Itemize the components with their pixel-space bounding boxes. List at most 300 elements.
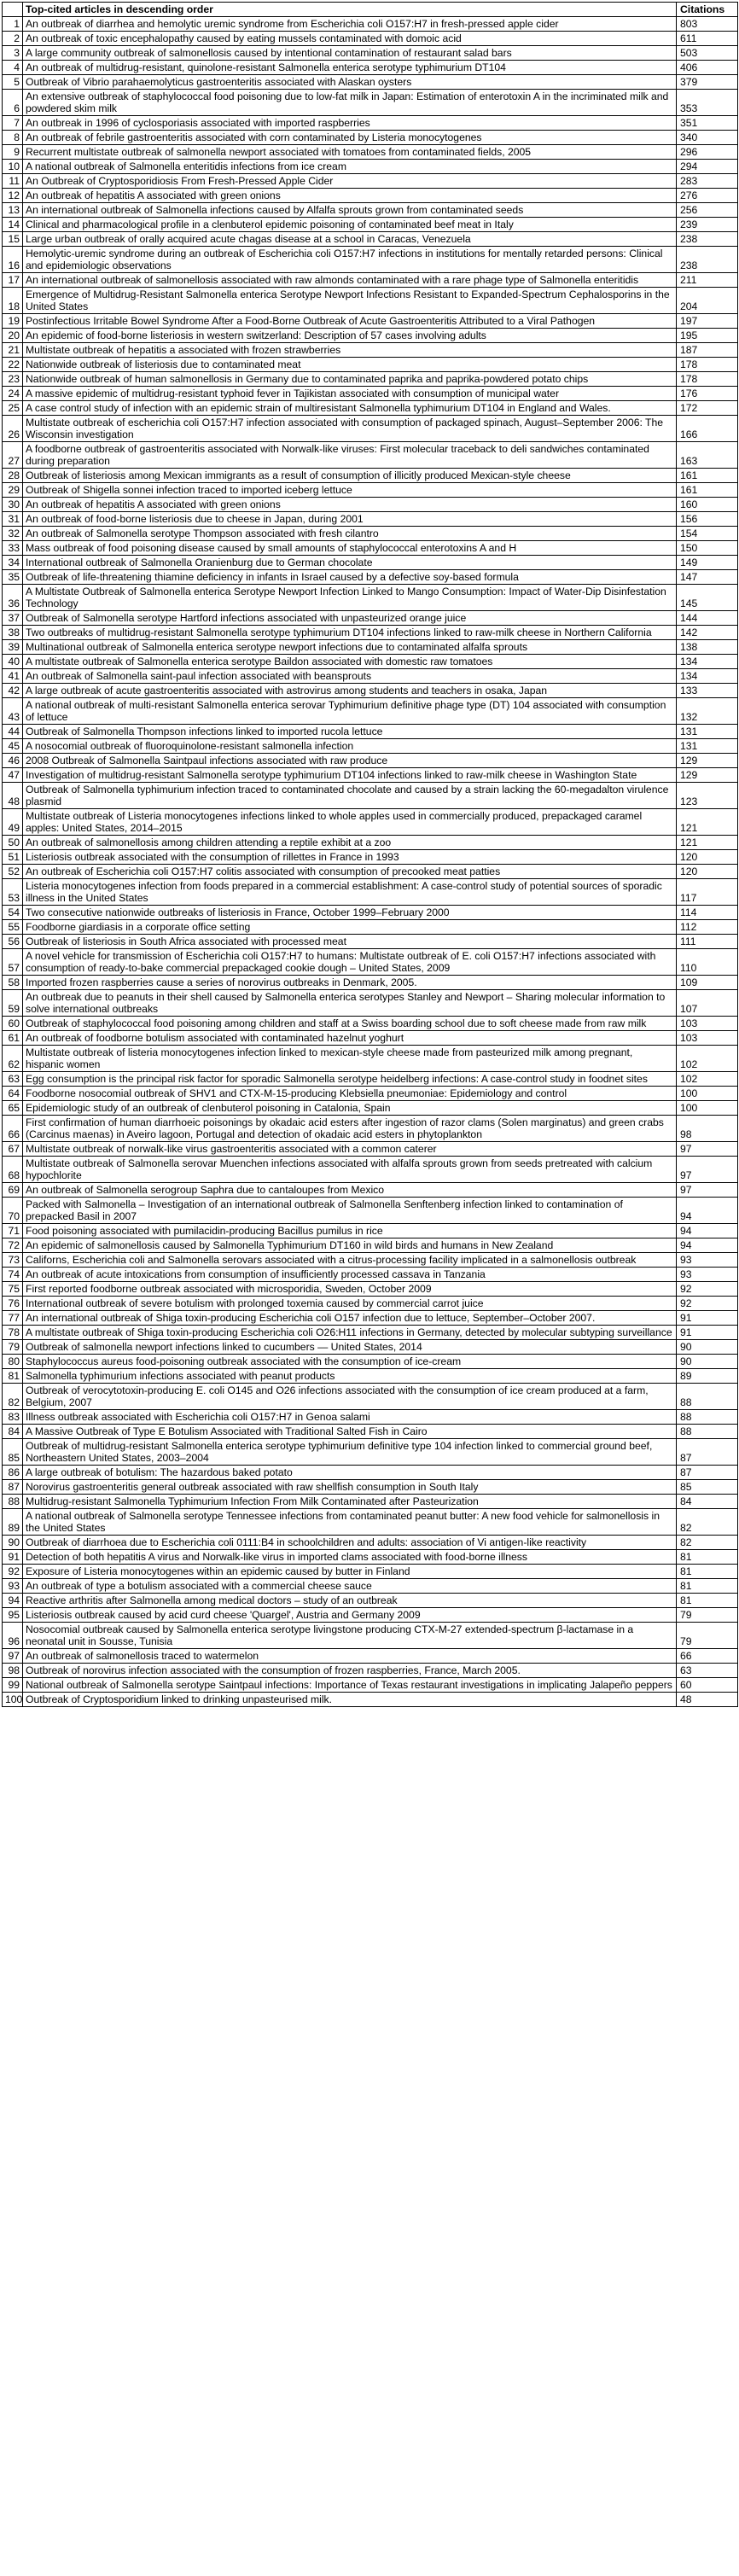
table-row — [3, 1046, 738, 1072]
table-row — [3, 189, 738, 203]
table-row — [3, 1649, 738, 1664]
rank-cell: 99 — [3, 1678, 23, 1693]
rank-cell: 84 — [3, 1425, 23, 1439]
rank-cell: 3 — [3, 46, 23, 61]
table-row — [3, 416, 738, 442]
article-title-cell: Egg consumption is the principal risk factor for sporadic Salmonella serotype heidelberg infections: A case-control study in foodnet sites — [23, 1072, 677, 1087]
article-title-cell: An outbreak due to peanuts in their shell caused by Salmonella enterica serotypes Stanley and Newport – Sharing molecular information to solve international outbreaks — [23, 990, 677, 1017]
table-row — [3, 1072, 738, 1087]
citations-cell: 93 — [677, 1268, 738, 1282]
citations-cell: 503 — [677, 46, 738, 61]
rank-cell: 56 — [3, 935, 23, 949]
table-row — [3, 1608, 738, 1623]
article-title-cell: Outbreak of Cryptosporidium linked to drinking unpasteurised milk. — [23, 1693, 677, 1707]
article-title-cell: A foodborne outbreak of gastroenteritis associated with Norwalk-like viruses: First molecular traceback to deli sandwiches contaminated during preparation — [23, 442, 677, 469]
article-title-cell: Outbreak of staphylococcal food poisoning among children and staff at a Swiss boarding school due to soft cheese made from raw milk — [23, 1017, 677, 1031]
rank-cell: 91 — [3, 1550, 23, 1565]
citations-cell: 89 — [677, 1369, 738, 1384]
citations-cell: 276 — [677, 189, 738, 203]
table-row — [3, 655, 738, 669]
article-title-cell: Multidrug-resistant Salmonella Typhimurium Infection From Milk Contaminated after Pasteurization — [23, 1495, 677, 1509]
article-title-cell: Listeriosis outbreak caused by acid curd cheese 'Quargel', Austria and Germany 2009 — [23, 1608, 677, 1623]
citations-cell: 166 — [677, 416, 738, 442]
rank-cell: 16 — [3, 247, 23, 273]
citations-cell: 100 — [677, 1101, 738, 1116]
table-row — [3, 626, 738, 640]
citations-cell: 145 — [677, 585, 738, 611]
rank-cell: 74 — [3, 1268, 23, 1282]
citations-cell: 134 — [677, 669, 738, 684]
table-row — [3, 1253, 738, 1268]
article-title-cell: Nosocomial outbreak caused by Salmonella enterica serotype livingstone producing CTX-M-27 extended-spectrum β-lactamase in a neonatal unit in Sousse, Tunisia — [23, 1623, 677, 1649]
citations-cell: 112 — [677, 920, 738, 935]
rank-cell: 62 — [3, 1046, 23, 1072]
article-title-cell: Emergence of Multidrug-Resistant Salmonella enterica Serotype Newport Infections Resistant to Expanded-Spectrum Cephalosporins in the United States — [23, 288, 677, 314]
article-title-cell: Outbreak of Vibrio parahaemolyticus gastroenteritis associated with Alaskan oysters — [23, 75, 677, 90]
citations-cell: 103 — [677, 1031, 738, 1046]
table-row — [3, 1678, 738, 1693]
table-row — [3, 1224, 738, 1238]
table-row — [3, 725, 738, 739]
rank-cell: 41 — [3, 669, 23, 684]
article-title-cell: Outbreak of verocytotoxin-producing E. coli O145 and O26 infections associated with the consumption of ice cream produced at a farm, Belgium, 2007 — [23, 1384, 677, 1410]
rank-cell: 60 — [3, 1017, 23, 1031]
citations-cell: 92 — [677, 1282, 738, 1297]
citations-cell: 98 — [677, 1116, 738, 1142]
table-row — [3, 61, 738, 75]
citations-cell: 81 — [677, 1594, 738, 1608]
citations-cell: 63 — [677, 1664, 738, 1678]
table-row — [3, 442, 738, 469]
rank-cell: 66 — [3, 1116, 23, 1142]
article-title-cell: Postinfectious Irritable Bowel Syndrome After a Food-Borne Outbreak of Acute Gastroenteritis Attributed to a Viral Pathogen — [23, 314, 677, 329]
article-title-cell: An outbreak of Escherichia coli O157:H7 colitis associated with consumption of precooked meat patties — [23, 865, 677, 879]
article-title-cell: Multistate outbreak of norwalk-like virus gastroenteritis associated with a common caterer — [23, 1142, 677, 1157]
rank-cell: 51 — [3, 850, 23, 865]
rank-cell: 31 — [3, 512, 23, 527]
table-row — [3, 469, 738, 483]
article-title-cell: An extensive outbreak of staphylococcal food poisoning due to low-fat milk in Japan: Estimation of enterotoxin A in the incriminated milk and powdered skim milk — [23, 90, 677, 116]
article-title-cell: An outbreak of salmonellosis among children attending a reptile exhibit at a zoo — [23, 836, 677, 850]
rank-cell: 8 — [3, 131, 23, 145]
rank-cell: 78 — [3, 1326, 23, 1340]
article-title-cell: Outbreak of multidrug-resistant Salmonella enterica serotype typhimurium definitive type 104 infection linked to commercial ground beef, Northeastern United States, 2003–2004 — [23, 1439, 677, 1466]
table-row — [3, 850, 738, 865]
table-row — [3, 754, 738, 768]
citations-cell: 60 — [677, 1678, 738, 1693]
table-row — [3, 879, 738, 906]
citations-cell: 81 — [677, 1565, 738, 1579]
citations-cell: 351 — [677, 116, 738, 131]
article-title-cell: Outbreak of listeriosis among Mexican immigrants as a result of consumption of illicitly produced Mexican-style cheese — [23, 469, 677, 483]
citations-cell: 88 — [677, 1425, 738, 1439]
table-row — [3, 976, 738, 990]
article-title-cell: An outbreak of toxic encephalopathy caused by eating mussels contaminated with domoic acid — [23, 32, 677, 46]
table-row — [3, 116, 738, 131]
article-title-cell: Food poisoning associated with pumilacidin-producing Bacillus pumilus in rice — [23, 1224, 677, 1238]
table-row — [3, 387, 738, 401]
table-row — [3, 1495, 738, 1509]
citations-cell: 123 — [677, 783, 738, 809]
article-title-cell: Recurrent multistate outbreak of salmonella newport associated with tomatoes from contaminated fields, 2005 — [23, 145, 677, 160]
rank-cell: 48 — [3, 783, 23, 809]
citations-cell: 132 — [677, 698, 738, 725]
rank-cell: 71 — [3, 1224, 23, 1238]
citations-cell: 195 — [677, 329, 738, 343]
citations-cell: 88 — [677, 1410, 738, 1425]
citations-cell: 81 — [677, 1579, 738, 1594]
citations-cell: 87 — [677, 1466, 738, 1480]
rank-cell: 18 — [3, 288, 23, 314]
rank-cell: 10 — [3, 160, 23, 174]
citations-cell: 85 — [677, 1480, 738, 1495]
rank-cell: 5 — [3, 75, 23, 90]
citations-cell: 296 — [677, 145, 738, 160]
article-title-cell: Hemolytic-uremic syndrome during an outbreak of Escherichia coli O157:H7 infections in institutions for mentally retarded persons: Clinical and epidemiologic observations — [23, 247, 677, 273]
rank-cell: 42 — [3, 684, 23, 698]
table-row — [3, 314, 738, 329]
citations-cell: 94 — [677, 1238, 738, 1253]
article-title-cell: Outbreak of diarrhoea due to Escherichia coli 0111:B4 in schoolchildren and adults: association of Vi antigen-like reactivity — [23, 1536, 677, 1550]
citations-cell: 131 — [677, 725, 738, 739]
rank-cell: 68 — [3, 1157, 23, 1183]
rank-cell: 40 — [3, 655, 23, 669]
article-title-cell: An outbreak of multidrug-resistant, quinolone-resistant Salmonella enterica serotype typhimurium DT104 — [23, 61, 677, 75]
citations-cell: 134 — [677, 655, 738, 669]
rank-cell: 55 — [3, 920, 23, 935]
article-title-cell: Multistate outbreak of listeria monocytogenes infection linked to mexican-style cheese made from pasteurized milk among pregnant, hispanic women — [23, 1046, 677, 1072]
article-title-cell: A national outbreak of multi-resistant Salmonella enterica serovar Typhimurium definitive phage type (DT) 104 associated with consumption of lettuce — [23, 698, 677, 725]
article-title-cell: Reactive arthritis after Salmonella among medical doctors – study of an outbreak — [23, 1594, 677, 1608]
citations-cell: 149 — [677, 556, 738, 570]
rank-cell: 50 — [3, 836, 23, 850]
citations-cell: 90 — [677, 1340, 738, 1355]
article-title-cell: A nosocomial outbreak of fluoroquinolone-resistant salmonella infection — [23, 739, 677, 754]
citations-cell: 97 — [677, 1142, 738, 1157]
article-title-cell: Packed with Salmonella – Investigation of an international outbreak of Salmonella Senftenberg infection linked to contamination of prepacked Basil in 2007 — [23, 1198, 677, 1224]
table-row — [3, 990, 738, 1017]
citations-cell: 154 — [677, 527, 738, 541]
article-title-cell: A large outbreak of botulism: The hazardous baked potato — [23, 1466, 677, 1480]
rank-cell: 29 — [3, 483, 23, 498]
rank-cell: 38 — [3, 626, 23, 640]
citations-cell: 102 — [677, 1046, 738, 1072]
rank-cell: 12 — [3, 189, 23, 203]
rank-cell: 79 — [3, 1340, 23, 1355]
citations-cell: 90 — [677, 1355, 738, 1369]
citations-cell: 48 — [677, 1693, 738, 1707]
rank-cell: 96 — [3, 1623, 23, 1649]
rank-cell: 73 — [3, 1253, 23, 1268]
table-row — [3, 1565, 738, 1579]
rank-cell: 22 — [3, 358, 23, 372]
rank-cell: 94 — [3, 1594, 23, 1608]
table-row — [3, 160, 738, 174]
citations-cell: 133 — [677, 684, 738, 698]
rank-cell: 70 — [3, 1198, 23, 1224]
rank-cell: 26 — [3, 416, 23, 442]
rank-cell: 100 — [3, 1693, 23, 1707]
article-title-cell: Listeriosis outbreak associated with the consumption of rillettes in France in 1993 — [23, 850, 677, 865]
table-row — [3, 640, 738, 655]
rank-cell: 45 — [3, 739, 23, 754]
article-title-cell: National outbreak of Salmonella serotype Saintpaul infections: Importance of Texas restaurant investigations in implicating Jalapeño peppers — [23, 1678, 677, 1693]
table-row — [3, 768, 738, 783]
article-title-cell: Multinational outbreak of Salmonella enterica serotype newport infections due to contaminated alfalfa sprouts — [23, 640, 677, 655]
article-title-cell: An outbreak of Salmonella saint-paul infection associated with beansprouts — [23, 669, 677, 684]
citations-cell: 144 — [677, 611, 738, 626]
citations-cell: 79 — [677, 1608, 738, 1623]
article-title-cell: A massive epidemic of multidrug-resistant typhoid fever in Tajikistan associated with consumption of municipal water — [23, 387, 677, 401]
citations-cell: 88 — [677, 1384, 738, 1410]
rank-cell: 87 — [3, 1480, 23, 1495]
rank-cell: 4 — [3, 61, 23, 75]
citations-cell: 84 — [677, 1495, 738, 1509]
rank-cell: 14 — [3, 218, 23, 232]
article-title-cell: Staphylococcus aureus food-poisoning outbreak associated with the consumption of ice-cream — [23, 1355, 677, 1369]
table-row — [3, 935, 738, 949]
citations-cell: 138 — [677, 640, 738, 655]
citations-cell: 93 — [677, 1253, 738, 1268]
citations-cell: 178 — [677, 358, 738, 372]
citations-cell: 66 — [677, 1649, 738, 1664]
rank-cell: 75 — [3, 1282, 23, 1297]
table-row — [3, 372, 738, 387]
article-title-cell: A case control study of infection with an epidemic strain of multiresistant Salmonella typhimurium DT104 in England and Wales. — [23, 401, 677, 416]
rank-cell: 44 — [3, 725, 23, 739]
citations-cell: 239 — [677, 218, 738, 232]
article-title-cell: An outbreak of Salmonella serotype Thompson associated with fresh cilantro — [23, 527, 677, 541]
rank-cell: 28 — [3, 469, 23, 483]
article-title-cell: Outbreak of listeriosis in South Africa associated with processed meat — [23, 935, 677, 949]
citations-cell: 102 — [677, 1072, 738, 1087]
rank-cell: 27 — [3, 442, 23, 469]
rank-cell: 86 — [3, 1466, 23, 1480]
citations-cell: 97 — [677, 1157, 738, 1183]
article-title-cell: Multistate outbreak of Listeria monocytogenes infections linked to whole apples used in commercially produced, prepackaged caramel apples: United States, 2014–2015 — [23, 809, 677, 836]
table-row — [3, 1509, 738, 1536]
table-row — [3, 1238, 738, 1253]
citations-cell: 160 — [677, 498, 738, 512]
table-row — [3, 343, 738, 358]
citations-cell: 92 — [677, 1297, 738, 1311]
rank-cell: 20 — [3, 329, 23, 343]
rank-cell: 30 — [3, 498, 23, 512]
article-title-cell: An outbreak of foodborne botulism associated with contaminated hazelnut yoghurt — [23, 1031, 677, 1046]
rank-cell: 85 — [3, 1439, 23, 1466]
table-row — [3, 1311, 738, 1326]
table-row — [3, 329, 738, 343]
citations-cell: 172 — [677, 401, 738, 416]
rank-cell: 67 — [3, 1142, 23, 1157]
citations-cell: 120 — [677, 865, 738, 879]
article-title-cell: A Multistate Outbreak of Salmonella enterica Serotype Newport Infection Linked to Mango Consumption: Impact of Water-Dip Disinfestation Technology — [23, 585, 677, 611]
rank-cell: 19 — [3, 314, 23, 329]
article-title-cell: International outbreak of severe botulism with prolonged toxemia caused by commercial carrot juice — [23, 1297, 677, 1311]
citations-cell: 803 — [677, 17, 738, 32]
citations-cell: 121 — [677, 836, 738, 850]
table-row — [3, 1031, 738, 1046]
rank-cell: 92 — [3, 1565, 23, 1579]
table-row — [3, 949, 738, 976]
citations-cell: 131 — [677, 739, 738, 754]
citations-cell: 211 — [677, 273, 738, 288]
article-title-cell: An outbreak of febrile gastroenteritis associated with corn contaminated by Listeria monocytogenes — [23, 131, 677, 145]
table-body — [3, 17, 738, 1707]
table-row — [3, 1384, 738, 1410]
article-title-cell: Multistate outbreak of Salmonella serovar Muenchen infections associated with alfalfa sprouts grown from seeds pretreated with calcium hypochlorite — [23, 1157, 677, 1183]
table-row — [3, 1340, 738, 1355]
rank-cell: 81 — [3, 1369, 23, 1384]
table-header-row — [3, 3, 738, 17]
table-row — [3, 1116, 738, 1142]
citations-cell: 110 — [677, 949, 738, 976]
rank-cell: 59 — [3, 990, 23, 1017]
citations-cell: 91 — [677, 1326, 738, 1340]
article-title-cell: A Massive Outbreak of Type E Botulism Associated with Traditional Salted Fish in Cairo — [23, 1425, 677, 1439]
rank-cell: 54 — [3, 906, 23, 920]
table-row — [3, 1326, 738, 1340]
table-row — [3, 570, 738, 585]
article-title-cell: Multistate outbreak of hepatitis a associated with frozen strawberries — [23, 343, 677, 358]
table-row — [3, 1425, 738, 1439]
article-title-cell: Two consecutive nationwide outbreaks of listeriosis in France, October 1999–February 2000 — [23, 906, 677, 920]
citations-cell: 340 — [677, 131, 738, 145]
rank-cell: 43 — [3, 698, 23, 725]
article-title-cell: Two outbreaks of multidrug-resistant Salmonella serotype typhimurium DT104 infections linked to raw-milk cheese in Northern California — [23, 626, 677, 640]
table-row — [3, 1355, 738, 1369]
table-row — [3, 1466, 738, 1480]
article-title-cell: 2008 Outbreak of Salmonella Saintpaul infections associated with raw produce — [23, 754, 677, 768]
rank-cell: 24 — [3, 387, 23, 401]
table-row — [3, 556, 738, 570]
citations-cell: 120 — [677, 850, 738, 865]
table-row — [3, 512, 738, 527]
citations-cell: 238 — [677, 232, 738, 247]
citations-cell: 91 — [677, 1311, 738, 1326]
citations-cell: 283 — [677, 174, 738, 189]
rank-cell: 88 — [3, 1495, 23, 1509]
rank-cell: 7 — [3, 116, 23, 131]
rank-cell: 97 — [3, 1649, 23, 1664]
article-title-cell: Investigation of multidrug-resistant Salmonella serotype typhimurium DT104 infections linked to raw-milk cheese in Washington State — [23, 768, 677, 783]
rank-cell: 46 — [3, 754, 23, 768]
article-title-cell: An international outbreak of salmonellosis associated with raw almonds contaminated with a rare phage type of Salmonella enteritidis — [23, 273, 677, 288]
citations-cell: 163 — [677, 442, 738, 469]
article-title-cell: A national outbreak of Salmonella enteritidis infections from ice cream — [23, 160, 677, 174]
article-title-cell: International outbreak of Salmonella Oranienburg due to German chocolate — [23, 556, 677, 570]
article-title-cell: An international outbreak of Salmonella infections caused by Alfalfa sprouts grown from contaminated seeds — [23, 203, 677, 218]
table-row — [3, 684, 738, 698]
table-row — [3, 739, 738, 754]
article-title-cell: An outbreak of Salmonella serogroup Saphra due to cantaloupes from Mexico — [23, 1183, 677, 1198]
citations-cell: 114 — [677, 906, 738, 920]
rank-cell: 35 — [3, 570, 23, 585]
article-title-cell: Illness outbreak associated with Escherichia coli O157:H7 in Genoa salami — [23, 1410, 677, 1425]
rank-cell: 69 — [3, 1183, 23, 1198]
table-row — [3, 32, 738, 46]
rank-cell: 83 — [3, 1410, 23, 1425]
article-title-cell: An epidemic of food-borne listeriosis in western switzerland: Description of 57 cases involving adults — [23, 329, 677, 343]
citations-cell: 111 — [677, 935, 738, 949]
table-row — [3, 498, 738, 512]
title-column-header: Top-cited articles in descending order — [23, 3, 677, 17]
citations-cell: 81 — [677, 1550, 738, 1565]
rank-cell: 49 — [3, 809, 23, 836]
rank-cell: 21 — [3, 343, 23, 358]
rank-cell: 58 — [3, 976, 23, 990]
table-row — [3, 401, 738, 416]
citations-cell: 204 — [677, 288, 738, 314]
article-title-cell: A national outbreak of Salmonella serotype Tennessee infections from contaminated peanut butter: A new food vehicle for salmonellosis in the United States — [23, 1509, 677, 1536]
table-row — [3, 1693, 738, 1707]
table-row — [3, 17, 738, 32]
table-row — [3, 218, 738, 232]
rank-cell: 37 — [3, 611, 23, 626]
top-cited-articles-table — [2, 2, 738, 1707]
citations-cell: 109 — [677, 976, 738, 990]
table-row — [3, 174, 738, 189]
citations-cell: 353 — [677, 90, 738, 116]
article-title-cell: First reported foodborne outbreak associated with microsporidia, Sweden, October 2009 — [23, 1282, 677, 1297]
table-row — [3, 46, 738, 61]
rank-column-header — [3, 3, 23, 17]
article-title-cell: Outbreak of life-threatening thiamine deficiency in infants in Israel caused by a defective soy-based formula — [23, 570, 677, 585]
citations-cell: 197 — [677, 314, 738, 329]
article-title-cell: An outbreak in 1996 of cyclosporiasis associated with imported raspberries — [23, 116, 677, 131]
citations-cell: 129 — [677, 768, 738, 783]
rank-cell: 90 — [3, 1536, 23, 1550]
table-row — [3, 145, 738, 160]
table-row — [3, 203, 738, 218]
rank-cell: 82 — [3, 1384, 23, 1410]
rank-cell: 80 — [3, 1355, 23, 1369]
citations-cell: 121 — [677, 809, 738, 836]
citations-cell: 178 — [677, 372, 738, 387]
article-title-cell: Imported frozen raspberries cause a series of norovirus outbreaks in Denmark, 2005. — [23, 976, 677, 990]
article-title-cell: A multistate outbreak of Salmonella enterica serotype Baildon associated with domestic raw tomatoes — [23, 655, 677, 669]
table-row — [3, 527, 738, 541]
rank-cell: 23 — [3, 372, 23, 387]
article-title-cell: Norovirus gastroenteritis general outbreak associated with raw shellfish consumption in South Italy — [23, 1480, 677, 1495]
article-title-cell: Large urban outbreak of orally acquired acute chagas disease at a school in Caracas, Venezuela — [23, 232, 677, 247]
table-row — [3, 669, 738, 684]
rank-cell: 33 — [3, 541, 23, 556]
citations-cell: 79 — [677, 1623, 738, 1649]
table-row — [3, 483, 738, 498]
table-row — [3, 783, 738, 809]
rank-cell: 15 — [3, 232, 23, 247]
rank-cell: 72 — [3, 1238, 23, 1253]
rank-cell: 13 — [3, 203, 23, 218]
table-row — [3, 1017, 738, 1031]
table-row — [3, 1410, 738, 1425]
citations-column-header: Citations — [677, 3, 738, 17]
rank-cell: 64 — [3, 1087, 23, 1101]
article-title-cell: Nationwide outbreak of listeriosis due to contaminated meat — [23, 358, 677, 372]
article-title-cell: An epidemic of salmonellosis caused by Salmonella Typhimurium DT160 in wild birds and humans in New Zealand — [23, 1238, 677, 1253]
table-row — [3, 1268, 738, 1282]
table-row — [3, 75, 738, 90]
article-title-cell: Foodborne nosocomial outbreak of SHV1 and CTX-M-15-producing Klebsiella pneumoniae: Epidemiology and control — [23, 1087, 677, 1101]
citations-cell: 406 — [677, 61, 738, 75]
article-title-cell: Nationwide outbreak of human salmonellosis in Germany due to contaminated paprika and paprika-powdered potato chips — [23, 372, 677, 387]
citations-cell: 256 — [677, 203, 738, 218]
article-title-cell: Epidemiologic study of an outbreak of clenbuterol poisoning in Catalonia, Spain — [23, 1101, 677, 1116]
citations-cell: 161 — [677, 469, 738, 483]
citations-cell: 187 — [677, 343, 738, 358]
rank-cell: 57 — [3, 949, 23, 976]
